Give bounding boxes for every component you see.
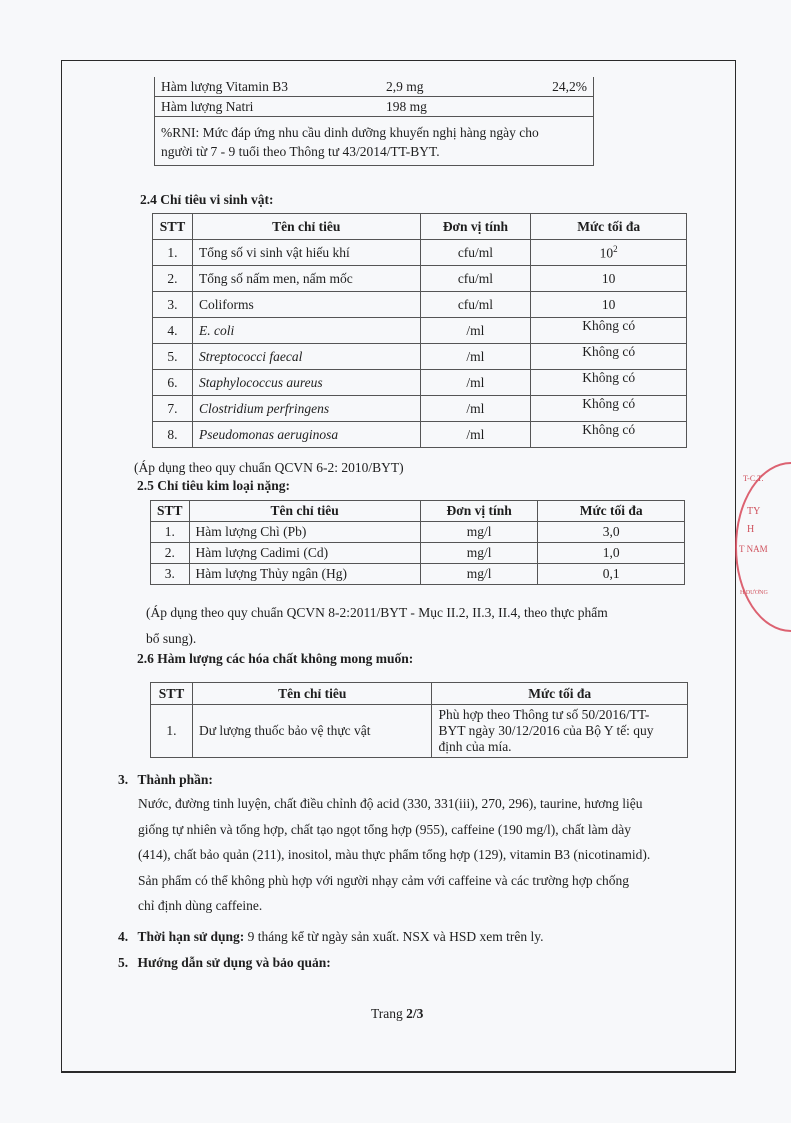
- section-title: Hướng dẫn sử dụng và bảo quản:: [137, 955, 331, 970]
- footnote-line: (Áp dụng theo quy chuẩn QCVN 8-2:2011/BYT - Mục II.2, II.3, II.4, theo thực phẩm: [146, 605, 608, 620]
- stamp-text: T-C.T.: [743, 474, 764, 483]
- column-header: STT: [151, 501, 190, 522]
- table-row: [153, 370, 687, 396]
- column-header: Tên chỉ tiêu: [189, 501, 420, 522]
- stamp-text: H: [747, 524, 755, 535]
- section-heading-2-6: 2.6 Hàm lượng các hóa chất không mong muốn:: [137, 651, 414, 666]
- row-number: 1.: [151, 705, 193, 758]
- criterion-name: Tổng số vi sinh vật hiếu khí: [192, 240, 420, 266]
- section-number: 4.: [118, 929, 129, 944]
- nutrient-rni: [500, 97, 594, 117]
- section-title: Thành phần:: [137, 772, 213, 787]
- max-level-line: BYT ngày 30/12/2016 của Bộ Y tế: quy: [438, 723, 654, 738]
- page-number: [371, 1006, 423, 1022]
- unit: cfu/ml: [420, 266, 531, 292]
- rni-note-line: người từ 7 - 9 tuổi theo Thông tư 43/2014/TT-BYT.: [161, 144, 440, 159]
- table-row: [153, 266, 687, 292]
- section-title: Thời hạn sử dụng:: [137, 929, 245, 944]
- section-number: 3.: [118, 772, 129, 787]
- paragraph-line: chỉ định dùng caffeine.: [138, 898, 263, 913]
- column-header: Mức tối đa: [432, 683, 688, 705]
- table-row: [153, 344, 687, 370]
- unit: cfu/ml: [420, 292, 531, 318]
- row-number: 4.: [153, 318, 193, 344]
- criterion-name: Hàm lượng Thủy ngân (Hg): [189, 564, 420, 585]
- nutrient-rni: 24,2%: [500, 77, 594, 97]
- max-exponent: 2: [613, 243, 618, 254]
- unit: /ml: [420, 318, 531, 344]
- unit: /ml: [420, 370, 531, 396]
- criterion-name: Dư lượng thuốc bảo vệ thực vật: [192, 705, 431, 758]
- unit: /ml: [420, 422, 531, 448]
- row-number: 1.: [153, 240, 193, 266]
- row-number: 1.: [151, 522, 190, 543]
- max-level: Không có: [531, 370, 687, 396]
- column-header: Mức tối đa: [538, 501, 685, 522]
- column-header: Tên chỉ tiêu: [192, 214, 420, 240]
- nutrient-amount: 2,9 mg: [380, 77, 500, 97]
- row-number: 7.: [153, 396, 193, 422]
- microbiology-table: [152, 213, 687, 448]
- section-heading-3: [118, 772, 213, 788]
- shelf-life-line: [118, 929, 544, 945]
- criterion-name: Coliforms: [192, 292, 420, 318]
- unit: mg/l: [420, 564, 538, 585]
- paragraph-line: giống tự nhiên và tổng hợp, chất tạo ngọt tổng hợp (955), caffeine (190 mg/l), chất làm dày: [138, 821, 631, 837]
- undesirable-chemicals-table: [150, 682, 688, 758]
- column-header: Mức tối đa: [531, 214, 687, 240]
- shelf-life-text: 9 tháng kể từ ngày sản xuất. NSX và HSD xem trên ly.: [244, 929, 544, 944]
- stamp-text: T NAM: [739, 544, 768, 554]
- row-number: 8.: [153, 422, 193, 448]
- table-row: [153, 396, 687, 422]
- table-row: [153, 240, 687, 266]
- criterion-name: Tổng số nấm men, nấm mốc: [192, 266, 420, 292]
- nutrition-table: [154, 77, 594, 166]
- table-row: [151, 522, 685, 543]
- criterion-name: Clostridium perfringens: [198, 400, 330, 416]
- unit: /ml: [420, 344, 531, 370]
- max-level: Không có: [531, 396, 687, 422]
- table-row: [153, 318, 687, 344]
- row-number: 2.: [153, 266, 193, 292]
- table-header-row: [151, 501, 685, 522]
- unit: mg/l: [420, 543, 538, 564]
- paragraph-line: Nước, đường tinh luyện, chất điều chỉnh độ acid (330, 331(iii), 270, 296), taurine, hương liệu: [138, 796, 643, 811]
- max-level-line: Phù hợp theo Thông tư số 50/2016/TT-: [438, 707, 650, 722]
- section-number: 5.: [118, 955, 129, 970]
- table-note-row: [155, 117, 594, 166]
- nutrient-name: Hàm lượng Natri: [155, 97, 380, 117]
- criterion-name: Staphylococcus aureus: [198, 374, 323, 390]
- column-header: Đơn vị tính: [420, 214, 531, 240]
- max-level: 3,0: [538, 522, 685, 543]
- column-header: STT: [153, 214, 193, 240]
- section-heading-5: [118, 955, 331, 971]
- max-level-line: định của mía.: [438, 739, 512, 754]
- regulation-footnote: (Áp dụng theo quy chuẩn QCVN 6-2: 2010/BYT): [134, 460, 404, 475]
- regulation-footnote: [146, 600, 608, 651]
- table-row: [153, 422, 687, 448]
- page-count: 2/3: [406, 1006, 424, 1021]
- criterion-name: Streptococci faecal: [198, 348, 303, 364]
- criterion-name: Hàm lượng Cadimi (Cd): [189, 543, 420, 564]
- table-row: [153, 292, 687, 318]
- table-row: [155, 77, 594, 97]
- column-header: Đơn vị tính: [420, 501, 538, 522]
- page-label: Trang: [371, 1006, 407, 1021]
- section-heading-2-4: 2.4 Chỉ tiêu vi sinh vật:: [140, 192, 274, 207]
- unit: mg/l: [420, 522, 538, 543]
- max-level: 10: [531, 292, 687, 318]
- section-heading-2-5: 2.5 Chỉ tiêu kim loại nặng:: [137, 478, 291, 493]
- nutrient-name: Hàm lượng Vitamin B3: [155, 77, 380, 97]
- unit: cfu/ml: [420, 240, 531, 266]
- table-header-row: [153, 214, 687, 240]
- max-level: Không có: [531, 422, 687, 448]
- max-level: 1,0: [538, 543, 685, 564]
- row-number: 5.: [153, 344, 193, 370]
- company-seal-stamp: [735, 462, 791, 632]
- max-level: Không có: [531, 344, 687, 370]
- max-level: [432, 705, 688, 758]
- paragraph-line: (414), chất bảo quản (211), inositol, màu thực phẩm tổng hợp (129), vitamin B3 (nicotinamid).: [138, 847, 651, 862]
- column-header: Tên chỉ tiêu: [192, 683, 431, 705]
- max-level: 0,1: [538, 564, 685, 585]
- criterion-name: E. coli: [198, 322, 235, 338]
- row-number: 2.: [151, 543, 190, 564]
- paragraph-line: Sản phẩm có thể không phù hợp với người nhạy cảm với caffeine và các trường hợp chống: [138, 872, 629, 888]
- table-row: [151, 564, 685, 585]
- heavy-metals-table: [150, 500, 685, 585]
- table-row: [151, 543, 685, 564]
- max-value: 10: [599, 245, 614, 261]
- column-header: STT: [151, 683, 193, 705]
- stamp-text: TY: [747, 506, 761, 517]
- footnote-line: bổ sung).: [146, 630, 197, 646]
- row-number: 3.: [151, 564, 190, 585]
- max-level: 10: [531, 266, 687, 292]
- ingredients-paragraph: [138, 791, 698, 919]
- max-level: Không có: [531, 318, 687, 344]
- table-row: [151, 705, 688, 758]
- table-row: [155, 97, 594, 117]
- stamp-text: H DƯƠNG: [740, 590, 768, 596]
- rni-note-line: %RNI: Mức đáp ứng nhu cầu dinh dưỡng khuyến nghị hàng ngày cho: [161, 125, 539, 140]
- row-number: 6.: [153, 370, 193, 396]
- unit: /ml: [420, 396, 531, 422]
- nutrient-amount: 198 mg: [380, 97, 500, 117]
- criterion-name: Pseudomonas aeruginosa: [198, 426, 339, 442]
- max-level: [531, 240, 687, 266]
- table-header-row: [151, 683, 688, 705]
- criterion-name: Hàm lượng Chì (Pb): [189, 522, 420, 543]
- row-number: 3.: [153, 292, 193, 318]
